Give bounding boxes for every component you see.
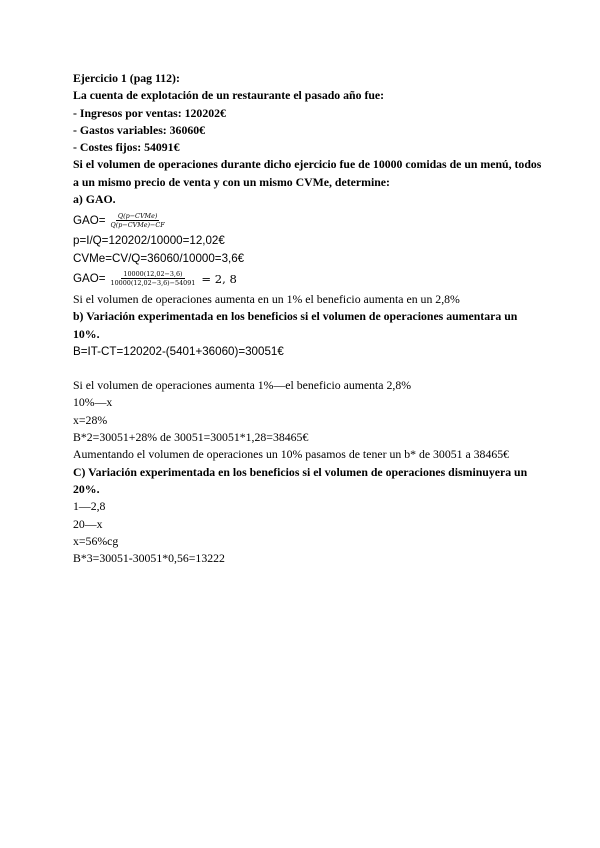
- gao-calculation-fraction: [109, 270, 198, 287]
- part-a-conclusion: Si el volumen de operaciones aumenta en un 1% el beneficio aumenta en un 2,8%: [73, 291, 460, 306]
- price-calculation: p=I/Q=120202/10000=12,02€: [73, 234, 225, 248]
- problem-statement: Si el volumen de operaciones durante dicho ejercicio fue de 10000 comidas de un menú, todos a un mismo precio de venta y con un mismo CVMe, determine:: [73, 157, 542, 189]
- part-c-proportion-1: 1—2,8: [73, 499, 106, 514]
- gao-formula-numerator: Q(p−CVMe): [117, 211, 158, 220]
- part-b-heading: b) Variación experimentada en los beneficios si el volumen de operaciones aumentara un 10%.: [73, 309, 518, 341]
- intro-text: La cuenta de explotación de un restaurante el pasado año fue:: [73, 88, 385, 103]
- part-c-new-benefit: B*3=30051-30051*0,56=13222: [73, 551, 225, 566]
- part-b-rule: Si el volumen de operaciones aumenta 1%—el beneficio aumenta 2,8%: [73, 378, 412, 393]
- gao-calculation: [73, 267, 543, 291]
- data-item-fixed-costs: - Costes fijos: 54091€: [73, 140, 180, 155]
- gao-formula-denominator: Q(p−CVMe)−CF: [110, 220, 165, 229]
- exercise-title: Ejercicio 1 (pag 112):: [73, 71, 180, 85]
- gao-calculation-label: GAO=: [73, 272, 106, 286]
- part-c-proportion-2: 20—x: [73, 516, 103, 531]
- part-b-proportion: 10%—x: [73, 395, 113, 410]
- document-page: [73, 70, 543, 567]
- part-b-conclusion: Aumentando el volumen de operaciones un 10% pasamos de tener un b* de 30051 a 38465€: [73, 447, 510, 462]
- blank-line: [73, 360, 543, 377]
- cvme-calculation: CVMe=CV/Q=36060/10000=3,6€: [73, 251, 245, 265]
- gao-formula: [73, 208, 543, 232]
- part-b-x-result: x=28%: [73, 412, 108, 427]
- benefit-calculation: B=IT-CT=120202-(5401+36060)=30051€: [73, 344, 284, 358]
- gao-calculation-result: = 2, 8: [201, 271, 237, 286]
- gao-formula-fraction: [109, 212, 167, 229]
- data-item-income: - Ingresos por ventas: 120202€: [73, 105, 226, 120]
- part-c-heading: C) Variación experimentada en los beneficios si el volumen de operaciones disminuyera un 20%.: [73, 464, 528, 496]
- gao-calculation-numerator: 10000(12,02−3,6): [123, 270, 183, 279]
- part-a-heading: a) GAO.: [73, 192, 116, 207]
- data-item-variable-costs: - Gastos variables: 36060€: [73, 122, 206, 137]
- part-c-x-result: x=56%cg: [73, 533, 119, 548]
- gao-calculation-denominator: 10000(12,02−3,6)−54091: [110, 279, 196, 288]
- part-b-new-benefit: B*2=30051+28% de 30051=30051*1,28=38465€: [73, 430, 309, 445]
- gao-formula-label: GAO=: [73, 213, 106, 227]
